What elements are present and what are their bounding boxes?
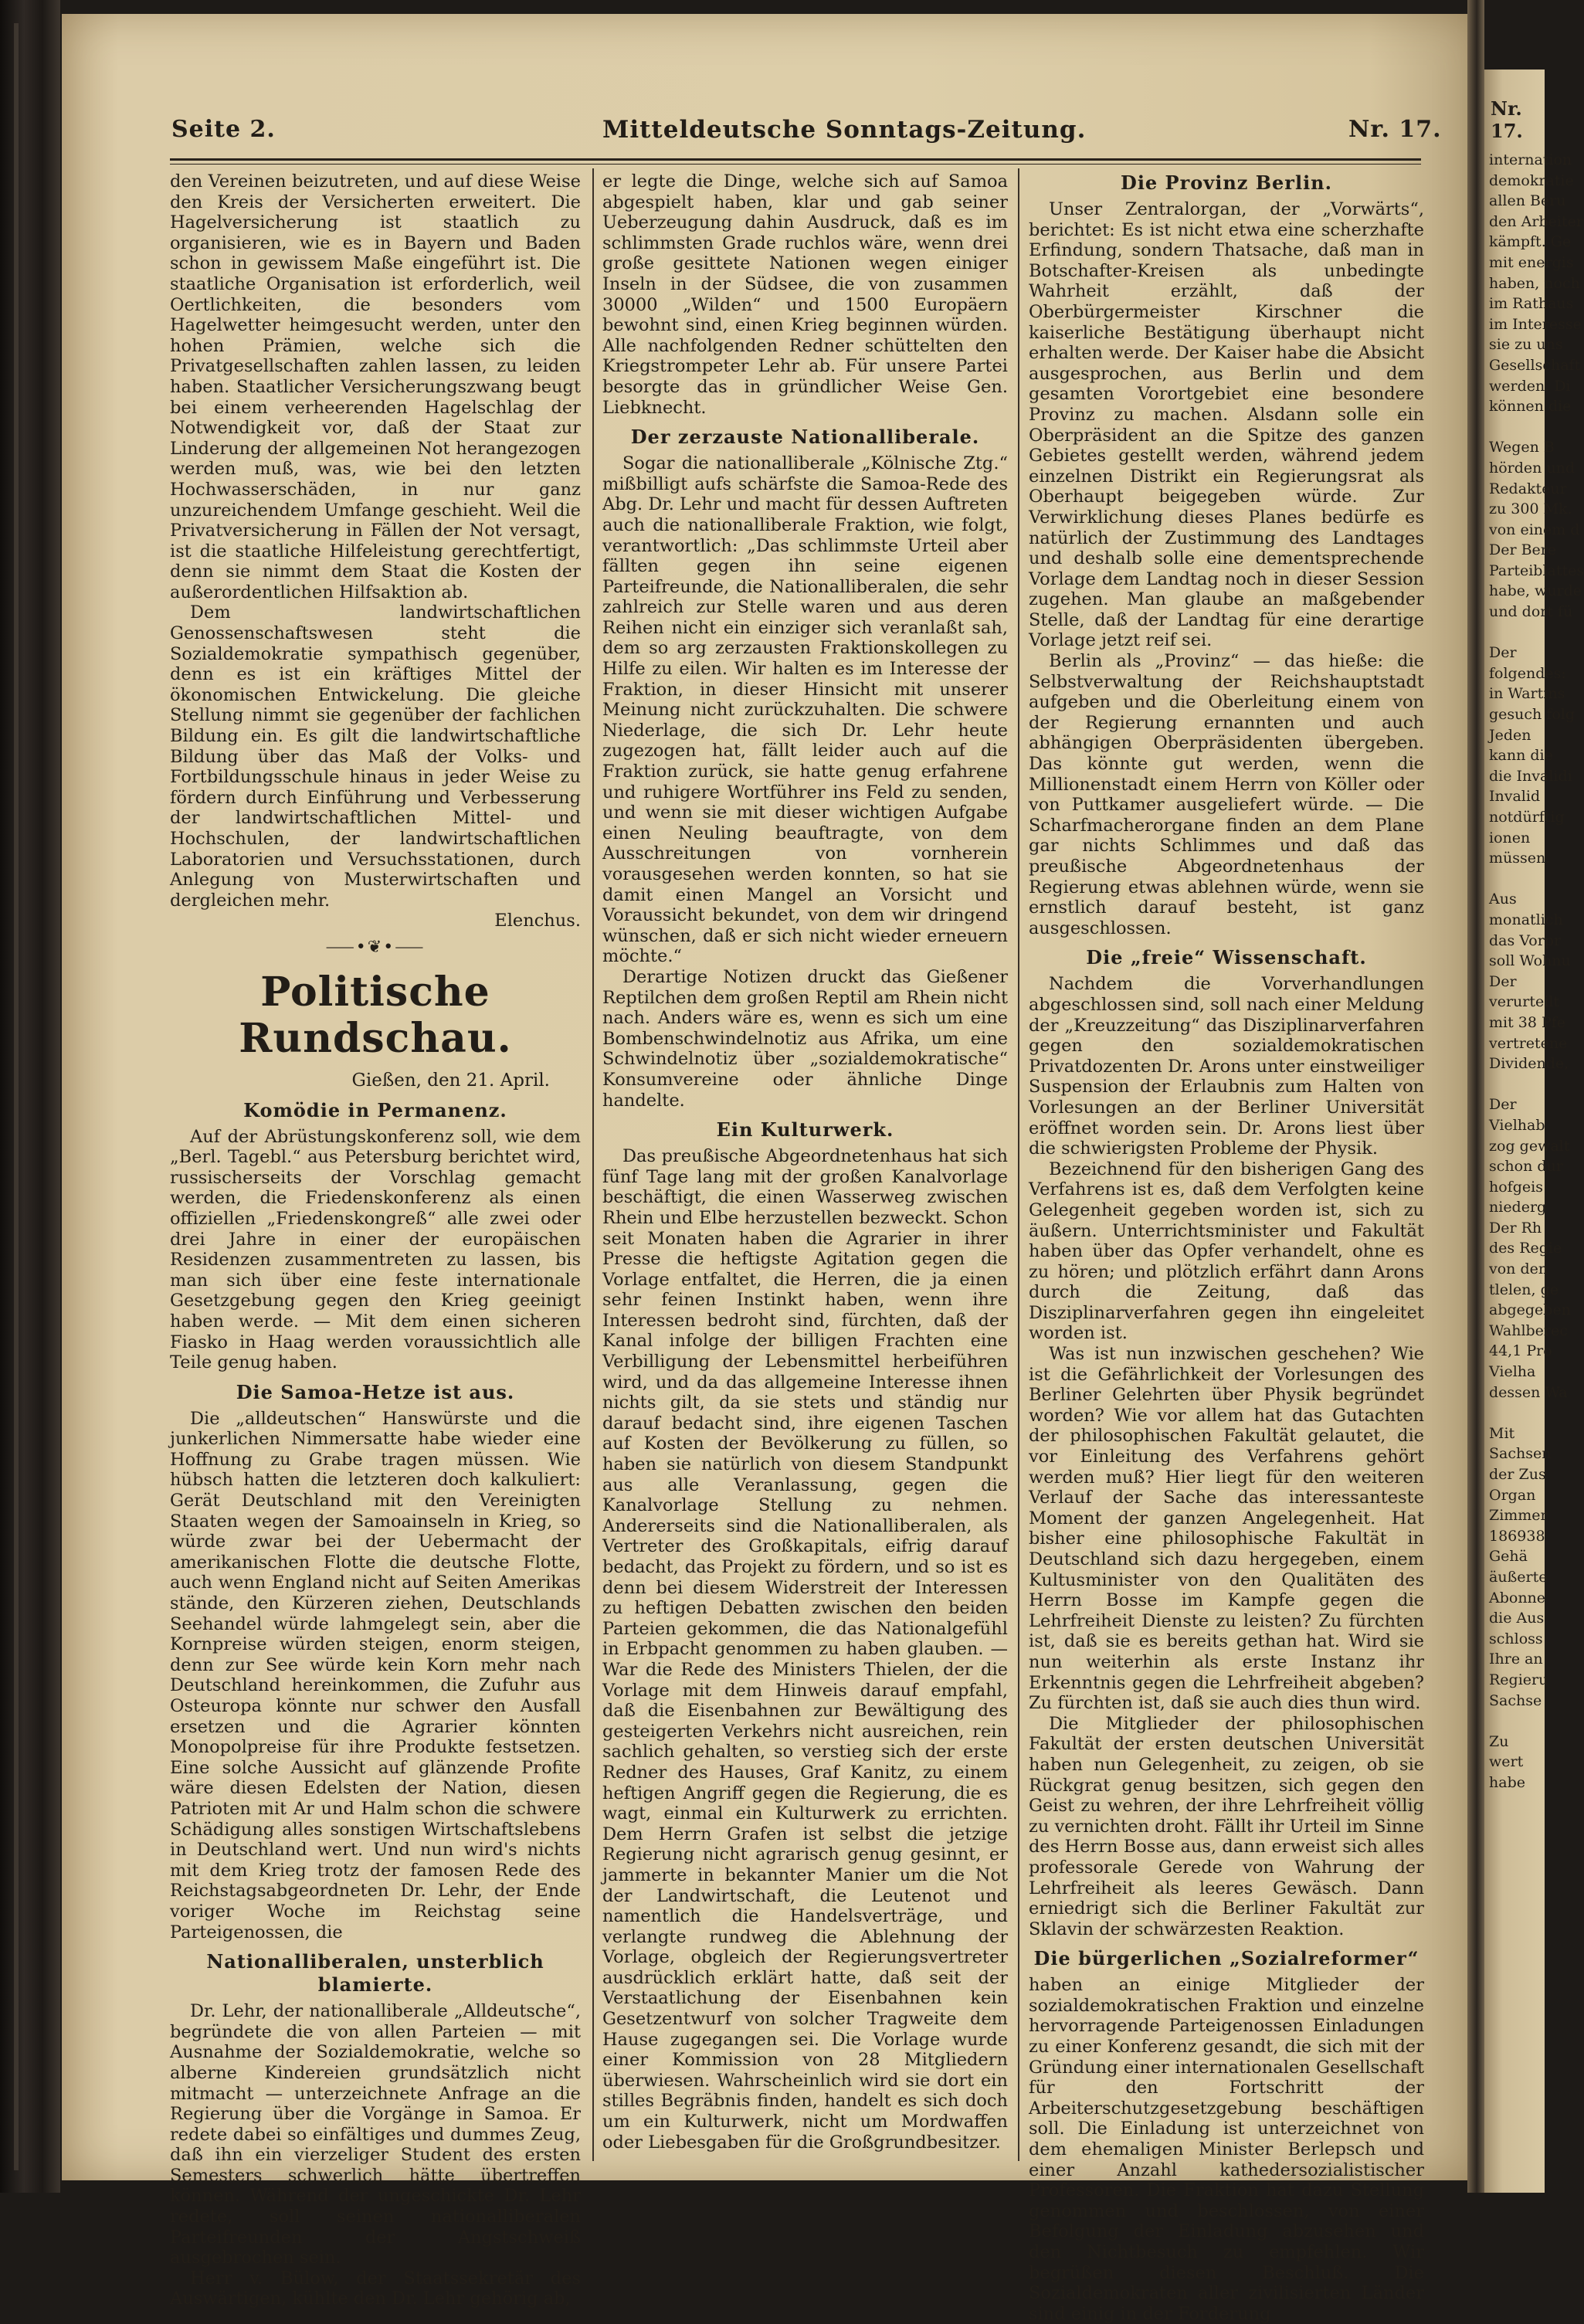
article-paragraph: Derartige Notizen druckt das Gießener Reptilchen dem großen Reptil am Rhein nicht nach. Anders wäre es, wenn es sich um eine Bombenschwindelnotiz aus Afrika, um eine Schwindelnotiz über „sozialdemokratische“ Konsumvereine oder ähnliche Dinge handelte. [602,966,1008,1111]
adjacent-text-fragment: sie zu uns [1489,336,1563,354]
adjacent-text-fragment: schloss [1489,1630,1543,1647]
article-paragraph: Bezeichnend für den bisherigen Gang des Verfahrens ist es, daß dem Verfolgten keine Gelegenheit gegeben worden ist, sich zu äußern. Unterrichtsminister und Fakultät haben über das Opfer verhandelt, ohne es zu hören; und plötzlich erfährt dann Arons durch die Zeitung, daß das Disziplinarverfahren gegen ihn eingeleitet worden ist. [1029,1159,1424,1344]
article-paragraph: Die „alldeutschen“ Hanswürste und die junkerlichen Nimmersatte habe wieder eine Hoffnung zu Grabe tragen müssen. Wie hübsch hatten die letzteren doch kalkuliert: Gerät Deutschland mit den Vereinigten Staaten wegen der Samoainseln in Krieg, so würde zwar bei der Uebermacht der amerikanischen Flotte die deutsche Flotte, auch wenn England nicht auf Seiten Amerikas stände, den Kürzeren ziehen, Deutschlands Seehandel würde lahmgelegt sein, aber die Kornpreise würden steigen, enorm steigen, denn zur See würde kein Korn mehr nach Deutschland hereinkommen, die Zufuhr aus Osteuropa könnte nur schwer den Ausfall ersetzen und die Agrarier könnten Monopolpreise für ihre Produkte festsetzen. Eine solche Aussicht auf glänzende Profite wäre diesen Edelsten der Nation, diesen Patrioten mit Ar und Halm schon die schwere Schädigung alles sonstigen Wirtschaftslebens in Deutschland wert. Und nun wird's nichts mit dem Krieg trotz der famosen Rede des Reichstagsabgeordneten Dr. Lehr, der Ende voriger Woche im Reichstag seine Parteigenossen, die [170,1408,581,1942]
adjacent-text-fragment: Sachsen [1489,1445,1552,1463]
adjacent-text-fragment: hofgeis [1489,1178,1543,1196]
adjacent-text-fragment: mit energis [1489,253,1574,271]
adjacent-text-fragment: niederg [1489,1199,1547,1216]
article-paragraph: Unser Zentralorgan, der „Vorwärts“, berichtet: Es ist nicht etwa eine scherzhafte Erfindung, sondern Thatsache, daß man in Botschafter-Kreisen als unbedingte Wahrheit erzählt, daß der Oberbürgermeister Kirschner die kaiserliche Bestätigung überhaupt nicht erhalten werde. Der Kaiser habe die Absicht ausgesprochen, aus Berlin und dem gesamten Vorortgebiet eine besondere Provinz zu machen. Alsdann solle ein Oberpräsident an die Spitze des ganzen Gebietes gestellt werden, während jedem einzelnen Distrikt ein Regierungsrat als Oberhaupt beigegeben würde. Zur Verwirklichung dieses Planes bedürfe es natürlich der Zustimmung des Landtages und deshalb solle eine dementsprechende Vorlage dem Landtag noch in dieser Session zugehen. Man glaube an maßgebender Stelle, daß der Landtag für eine derartige Vorlage jetzt reif sei. [1029,199,1424,651]
adjacent-text-fragment [1484,623,1545,643]
book-gutter [1467,0,1484,2193]
masthead-title: Mitteldeutsche Sonntags-Zeitung. [602,116,1087,144]
issue-number: Nr. 17. [1348,116,1442,143]
page-number-label: Seite 2. [171,116,276,143]
adjacent-text-fragment: Invalid [1489,788,1541,806]
adjacent-text-fragment: Vielha [1489,1363,1536,1381]
ornament-divider: ⸺•❦•⸺ [325,937,426,957]
adjacent-text-fragment: mit 38 Pfe [1489,1013,1566,1031]
adjacent-text-fragment: Wahlberec [1489,1321,1568,1339]
column-rule-2 [1018,168,1019,2161]
article-paragraph: Dr. Lehr, der nationalliberale „Alldeutsche“, begründete die von allen Parteien — mit Ausnahme der Sozialdemokratie, welche so alberne Kindereien grundsätzlich nicht mitmacht — unterzeichnete Anfrage an die Regierung über die Vorgänge in Samoa. Er redete dabei so einfältiges und dummes Zeug, daß ihn ein vierzeliger Student des ersten Semesters schwerlich hätte übertreffen können. Während der ungeschickte Dr. Lehr redete, soll seinen nationalliberalen Parteifreunden der Angstschweiß ausgebrochen sein. [170,2001,581,2268]
adjacent-text-fragment: den Arbeiter [1489,212,1583,230]
adjacent-text-fragment: zu 300 Mk. [1489,500,1572,518]
article-paragraph: haben an einige Mitglieder der sozialdemokratischen Fraktion und einzelne hervorragende Parteigenossen Einladungen zu einer Konferenz gesandt, die sich mit der Gründung einer internationalen Gesellschaft für den Fortschritt der Arbeiterschutzgesetzgebung beschäftigen soll. Die Einladung ist unterzeichnet von dem ehemaligen Minister Berlepsch und einer Anzahl kathedersozialistischer Professoren. Die Fraktion hat dazu Stellung genommen und beschlossen, von einer Befolgung der Einladung abzusehen und den Nichtbesuch zu empfehlen. Wir begrüßen diesen Beschluß. Die Sozialdemokraten aller zivilisierten Länder sind einig in der Forderung [1029,1975,1424,2324]
article-paragraph: Auf der Abrüstungskonferenz soll, wie dem „Berl. Tagebl.“ aus Petersburg berichtet wird, russischerseits der Vorschlag gemacht werden, die Friedenskonferenz als einen offiziellen „Friedenskongreß“ alle zwei oder drei Jahre in einer der europäischen Residenzen zusammentreten zu lassen, bis man sich über eine feste internationale Gesetzgebung gegen den Krieg geeinigt haben werde. — Mit dem einen sicheren Fiasko in Haag werden voraussichtlich alle Teile genug haben. [170,1126,581,1373]
adjacent-page-header: Nr. 17. [1491,97,1523,142]
adjacent-text-fragment: 44,1 Pro [1489,1342,1552,1360]
article-heading: Die Provinz Berlin. [1121,171,1332,194]
adjacent-text-fragment: Aus [1489,891,1517,908]
adjacent-text-fragment: von einem d [1489,521,1580,538]
article-paragraph: den Vereinen beizutreten, und auf diese Weise den Kreis der Versicherten erweitert. Die Hagelversicherung ist staatlich zu organisieren, wie es in Bayern und Baden schon in gewissem Maße eingeführt ist. Die staatliche Organisation ist erforderlich, weil Oertlichkeiten, die besonders vom Hagelwetter heimgesucht werden, unter den hohen Prämien, welche sich die Privatgesellschaften zahlen lassen, zu leiden haben. Staatlicher Versicherungszwang beugt bei einem verheerenden Hagelschlag der Notwendigkeit vor, daß der Staat zur Linderung der allgemeinen Not herangezogen werden muß, was, wie bei den letzten Hochwasserschäden, in nur ganz unzureichendem Umfange geschieht. Weil die Privatversicherung in Fällen der Not versagt, ist die staatliche Hilfeleistung gerechtfertigt, denn sie nimmt dem Staat die Kosten der außerordentlichen Hilfsaktion ab. [170,171,581,602]
adjacent-text-fragment [1484,1711,1545,1732]
adjacent-text-fragment: 186938 [1489,1527,1545,1545]
section-title: Politische Rundschau. [239,968,512,1062]
adjacent-text-fragment [1484,417,1545,438]
column-3 [1029,171,1424,2324]
article-paragraph: er legte die Dinge, welche sich auf Samoa abgespielt haben, klar und gab seiner Ueberzeugung dahin Ausdruck, daß es im schlimmsten Grade ruchlos wäre, wenn drei große gesittete Nationen wegen einiger Inseln in der Südsee, die von zusammen 30000 „Wilden“ und 1500 Europäern bewohnt sind, einen Krieg beginnen würden. Alle nachfolgenden Redner schüttelten den Kriegstrompeter Lehr ab. Für unsere Partei besorgte das in gründlicher Weise Gen. Liebknecht. [602,171,1008,418]
adjacent-page-text [1484,150,1584,1793]
article-paragraph: Was ist nun inzwischen geschehen? Wie ist die Gefährlichkeit der Vorlesungen des Berliner Gelehrten über Physik begründet worden? Wie vor allem hat das Gutachten der philosophischen Fakultät gelautet, die vor Einleitung des Verfahrens gehört werden muß? Hier liegt für den weiteren Verlauf der Sache das interessanteste Moment der ganzen Angelegenheit. Hat bisher eine philosophische Fakultät in Deutschland sich dazu hergegeben, einem Kultusminister von den Qualitäten des Herrn Bosse im Kampfe gegen die Lehrfreiheit Dienste zu leisten? Zu fürchten ist, daß sie es bereits gethan hat. Wird sie nun weiterhin als erste Instanz ihr Erkenntnis gegen die Lehrfreiheit abgeben? Zu fürchten ist, daß sie auch dies thun wird. [1029,1344,1424,1714]
article-heading: Ein Kulturwerk. [716,1118,894,1142]
adjacent-text-fragment: Der Rh [1489,1219,1542,1237]
article-heading: Der zerzauste Nationalliberale. [630,426,980,449]
adjacent-text-fragment: hörden und [1489,459,1576,477]
article-heading: Nationalliberalen, unsterblich blamierte. [206,1950,544,1997]
adjacent-text-fragment: notdürftig [1489,809,1565,826]
adjacent-text-fragment: verurteilt [1489,993,1560,1011]
adjacent-text-fragment: soll Wohnu [1489,952,1571,970]
column-rule-1 [592,168,594,2161]
adjacent-text-fragment [1484,1074,1545,1095]
adjacent-text-fragment: Ihre an [1489,1651,1543,1668]
adjacent-text-fragment [1484,869,1545,890]
adjacent-text-fragment: Abonne [1489,1589,1546,1606]
article-paragraph: Herr v. Bülow, der Staatssekretär des Auswärtigen, kühlte den Dr. Lehr gehörig ab, [170,2268,581,2309]
adjacent-text-fragment: und dort fü [1489,603,1573,621]
adjacent-text-fragment: Vielhab [1489,1116,1545,1134]
adjacent-text-fragment: Dividende, [1489,1055,1569,1073]
adjacent-text-fragment: die Invalidi [1489,767,1572,785]
adjacent-text-fragment: vertretene [1489,1034,1568,1052]
adjacent-text-fragment: zog gewalt [1489,1137,1570,1155]
header-rule [170,158,1421,165]
adjacent-text-fragment: Der [1489,644,1517,662]
adjacent-text-fragment: äußerte [1489,1568,1548,1586]
adjacent-text-fragment: Parteiblattes [1489,561,1584,579]
article-paragraph: Nachdem die Vorverhandlungen abgeschlossen sind, soll nach einer Meldung der „Kreuzzeitung“ das Disziplinarverfahren gegen den sozialdemokratischen Privatdozenten Dr. Arons unter einstweiliger Suspension der Erlaubnis zum Halten von Vorlesungen an der Berliner Universität eröffnet worden sein. Dr. Arons liest über die schwierigsten Probleme der Physik. [1029,974,1424,1159]
adjacent-text-fragment: folgendes: [1489,664,1566,682]
adjacent-text-fragment: müssen. [1489,850,1551,867]
adjacent-text-fragment: habe, wurde [1489,582,1582,600]
adjacent-text-fragment: im Interesse [1489,315,1582,333]
adjacent-text-fragment: kann die [1489,747,1553,765]
adjacent-text-fragment: gesuch folg [1489,706,1576,724]
adjacent-text-fragment: tlelen, ge [1489,1281,1559,1298]
article-paragraph: Dem landwirtschaftlichen Genossenschaftswesen steht die Sozialdemokratie sympathisch gegenüber, denn es ist ein kräftiges Mittel der ökonomischen Entwickelung. Die gleiche Stellung nimmt sie gegenüber der fachlichen Bildung ein. Es gilt die landwirtschaftliche Bildung über das Maß der Volks- und Fortbildungsschule hinaus in jeder Weise zu fördern durch Einführung und Verbesserung der landwirtschaftlichen Mittel- und Hochschulen, der landwirtschaftlichen Laboratorien und Versuchsstationen, durch Anlegung von Musterwirtschaften und dergleichen mehr. [170,602,581,911]
adjacent-text-fragment: abgegeben [1489,1301,1571,1319]
adjacent-text-fragment: die Aus [1489,1610,1545,1627]
adjacent-text-fragment: Regieru [1489,1671,1548,1688]
article-heading: Die Samoa-Hetze ist aus. [236,1380,515,1403]
article-paragraph: Sogar die nationalliberale „Kölnische Ztg.“ mißbilligt aufs schärfste die Samoa-Rede des Abg. Dr. Lehr und macht für dessen Auftreten auch die nationalliberale Fraktion, wie folgt, verantwortlich: „Das schlimmste Urteil aber fällten gegen ihn seine eigenen Parteifreunde, die Nationalliberalen, die sehr zahlreich zur Stelle waren und aus deren Reihen nicht ein einziger sich veranlaßt sah, dem so arg zerzausten Fraktionskollegen zu Hilfe zu eilen. Wir halten es im Interesse der Fraktion, in dieser Hinsicht mit unserer Meinung nicht zurückzuhalten. Die schwere Niederlage, die sich Dr. Lehr heute zugezogen hat, fällt leider auch auf die Fraktion zurück, sie hatte genug erfahrene und ruhigere Wortführer ins Feld zu senden, und wenn sie mit dieser wichtigen Aufgabe einen Neuling beauftragte, von dem Ausschreitungen von vornherein vorausgesehen werden konnten, so hat sie damit einen Mangel an Vorsicht und Voraussicht bekundet, von dem wir dringend wünschen, daß er sich nicht wieder erneuern möchte.“ [602,453,1008,967]
binding-stripe [14,23,19,2170]
article-heading: Komödie in Permanenz. [243,1098,507,1121]
adjacent-text-fragment: habe [1489,1773,1525,1791]
adjacent-text-fragment: Zimmer [1489,1507,1548,1525]
article-paragraph: Das preußische Abgeordnetenhaus hat sich fünf Tage lang mit der großen Kanalvorlage beschäftigt, die einen Wasserweg zwischen Rhein und Elbe herzustellen bezweckt. Schon seit Monaten haben die Agrarier in ihrer Presse die heftigste Agitation gegen die Vorlage entfaltet, die Herren, die ja einen sehr feinen Instinkt haben, wenn ihre Interessen bedroht sind, fürchten, daß der Kanal infolge der billigen Frachten eine Verbilligung der Lebensmittel herbeiführen wird, und da das allgemeine Interesse ihnen nichts gilt, da sie stets und ständig nur darauf bedacht sind, ihre eigenen Taschen auf Kosten der Bevölkerung zu füllen, so haben sie natürlich von diesem Standpunkt aus alle Veranlassung, gegen die Kanalvorlage Stellung zu nehmen. Andererseits sind die Nationalliberalen, als Vertreter des Großkapitals, eifrig darauf bedacht, das Projekt zu fördern, und so ist es denn bei diesem Widerstreit der Interessen zu heftigen Debatten zwischen den beiden Parteien gekommen, die das Nationalgefühl in Erbpacht genommen zu haben glauben. — War die Rede des Ministers Thielen, der die Vorlage mit dem Hinweis darauf empfahl, daß die Eisenbahnen zur Bewältigung des gesteigerten Verkehrs nicht ausreichen, rein sachlich gehalten, so verstieg sich der erste Redner des Hauses, Graf Kanitz, zu einem heftigen Angriff gegen die Regierung, die es wagt, einmal ein Kulturwerk zu errichten. Dem Herrn Grafen ist selbst die jetzige Regierung nicht agrarisch genug gesinnt, er jammerte in bekannter Manier um die Not der Landwirtschaft, die Leutenot und namentlich die Handelsverträge, und verlangte rundweg die Ablehnung der Vorlage, obgleich der Regierungsvertreter ausdrücklich erklärt hatte, daß seit der Verstaatlichung der Eisenbahnen kein Gesetzentwurf von solcher Tragweite dem Hause zugegangen sei. Die Vorlage wurde einer Kommission von 28 Mitgliedern überwiesen. Wahrscheinlich wird sie dort ein stilles Begräbnis finden, handelt es sich doch um ein Kulturwerk, nicht um Mordwaffen oder Liebesgaben für die Großgrundbesitzer. [602,1146,1008,2153]
adjacent-text-fragment: Der [1489,972,1517,990]
adjacent-text-fragment: das Vorpr [1489,931,1562,949]
adjacent-text-fragment: der Zus [1489,1466,1546,1483]
adjacent-text-fragment: monatlich [1489,911,1563,928]
article-paragraph: Die Mitglieder der philosophischen Fakultät der ersten deutschen Universität haben nun Gelegenheit, zu zeigen, ob sie Rückgrat genug besitzen, sich gegen den Geist zu wehren, der ihre Lehrfreiheit völlig zu vernichten droht. Fällt ihr Urteil im Sinne des Herrn Bosse aus, dann erweist sich alles professorale Gerede von Wahrung der Lehrfreiheit als leeres Gewäsch. Dann erniedrigt sich die Berliner Fakultät zur Sklavin der schwärzesten Reaktion. [1029,1713,1424,1939]
adjacent-text-fragment: Wegen B [1489,439,1555,456]
adjacent-text-fragment: Gehä [1489,1548,1528,1566]
adjacent-text-fragment: Zu [1489,1732,1509,1750]
adjacent-text-fragment: werden. Di [1489,377,1571,395]
adjacent-text-fragment: des Regie [1489,1240,1562,1257]
adjacent-text-fragment: internation [1489,151,1572,168]
adjacent-text-fragment: schon dur [1489,1158,1563,1176]
adjacent-text-fragment: Redakteur [1489,480,1567,497]
author-signature: Elenchus. [494,911,581,931]
adjacent-text-fragment: Sachse [1489,1691,1542,1709]
adjacent-text-fragment: haben, noch [1489,274,1580,292]
adjacent-text-fragment: in Wartins [1489,685,1565,703]
article-heading: Die bürgerlichen „Sozialreformer“ [1033,1947,1419,1970]
book-binding [0,0,60,2193]
adjacent-text-fragment [1484,1403,1545,1423]
adjacent-page [1484,70,1584,2193]
adjacent-text-fragment: Organ [1489,1486,1536,1504]
column-2 [602,171,1008,2153]
adjacent-text-fragment: kämpft. Ge [1489,233,1572,251]
article-heading: Die „freie“ Wissenschaft. [1086,946,1367,969]
adjacent-text-fragment: können die [1489,398,1572,416]
adjacent-text-fragment: Der [1489,1096,1517,1114]
dateline: Gießen, den 21. April. [351,1070,550,1091]
column-1 [170,171,581,2309]
article-paragraph: Berlin als „Provinz“ — das hieße: die Selbstverwaltung der Reichshauptstadt aufgeben und die Oberleitung einem von der Regierung ernannten und auch abhängigen Oberpräsidenten übergeben. Das könnte gut werden, wenn die Millionenstadt einem Herrn von Köller oder von Puttkamer ausgeliefert würde. — Die Scharfmacherorgane finden an dem Plane gar nichts Schlimmes und daß das preußische Abgeordnetenhaus der Regierung etwas ablehnen würde, wenn sie ernstlich darauf besteht, ist ganz ausgeschlossen. [1029,651,1424,938]
adjacent-text-fragment: im Rathaus [1489,295,1574,313]
adjacent-text-fragment: Mit [1489,1424,1515,1442]
adjacent-text-fragment: dessen Wa [1489,1383,1568,1401]
adjacent-text-fragment: Der Bere [1489,541,1557,559]
adjacent-text-fragment: Gesellschaft [1489,356,1581,374]
adjacent-text-fragment: allen Beru [1489,192,1566,210]
adjacent-text-fragment: Jeden [1489,726,1531,744]
adjacent-text-fragment: wert [1489,1753,1524,1771]
adjacent-text-fragment: demokratie [1489,171,1574,189]
adjacent-text-fragment: von den [1489,1260,1548,1278]
adjacent-text-fragment: ionen [1489,829,1531,846]
